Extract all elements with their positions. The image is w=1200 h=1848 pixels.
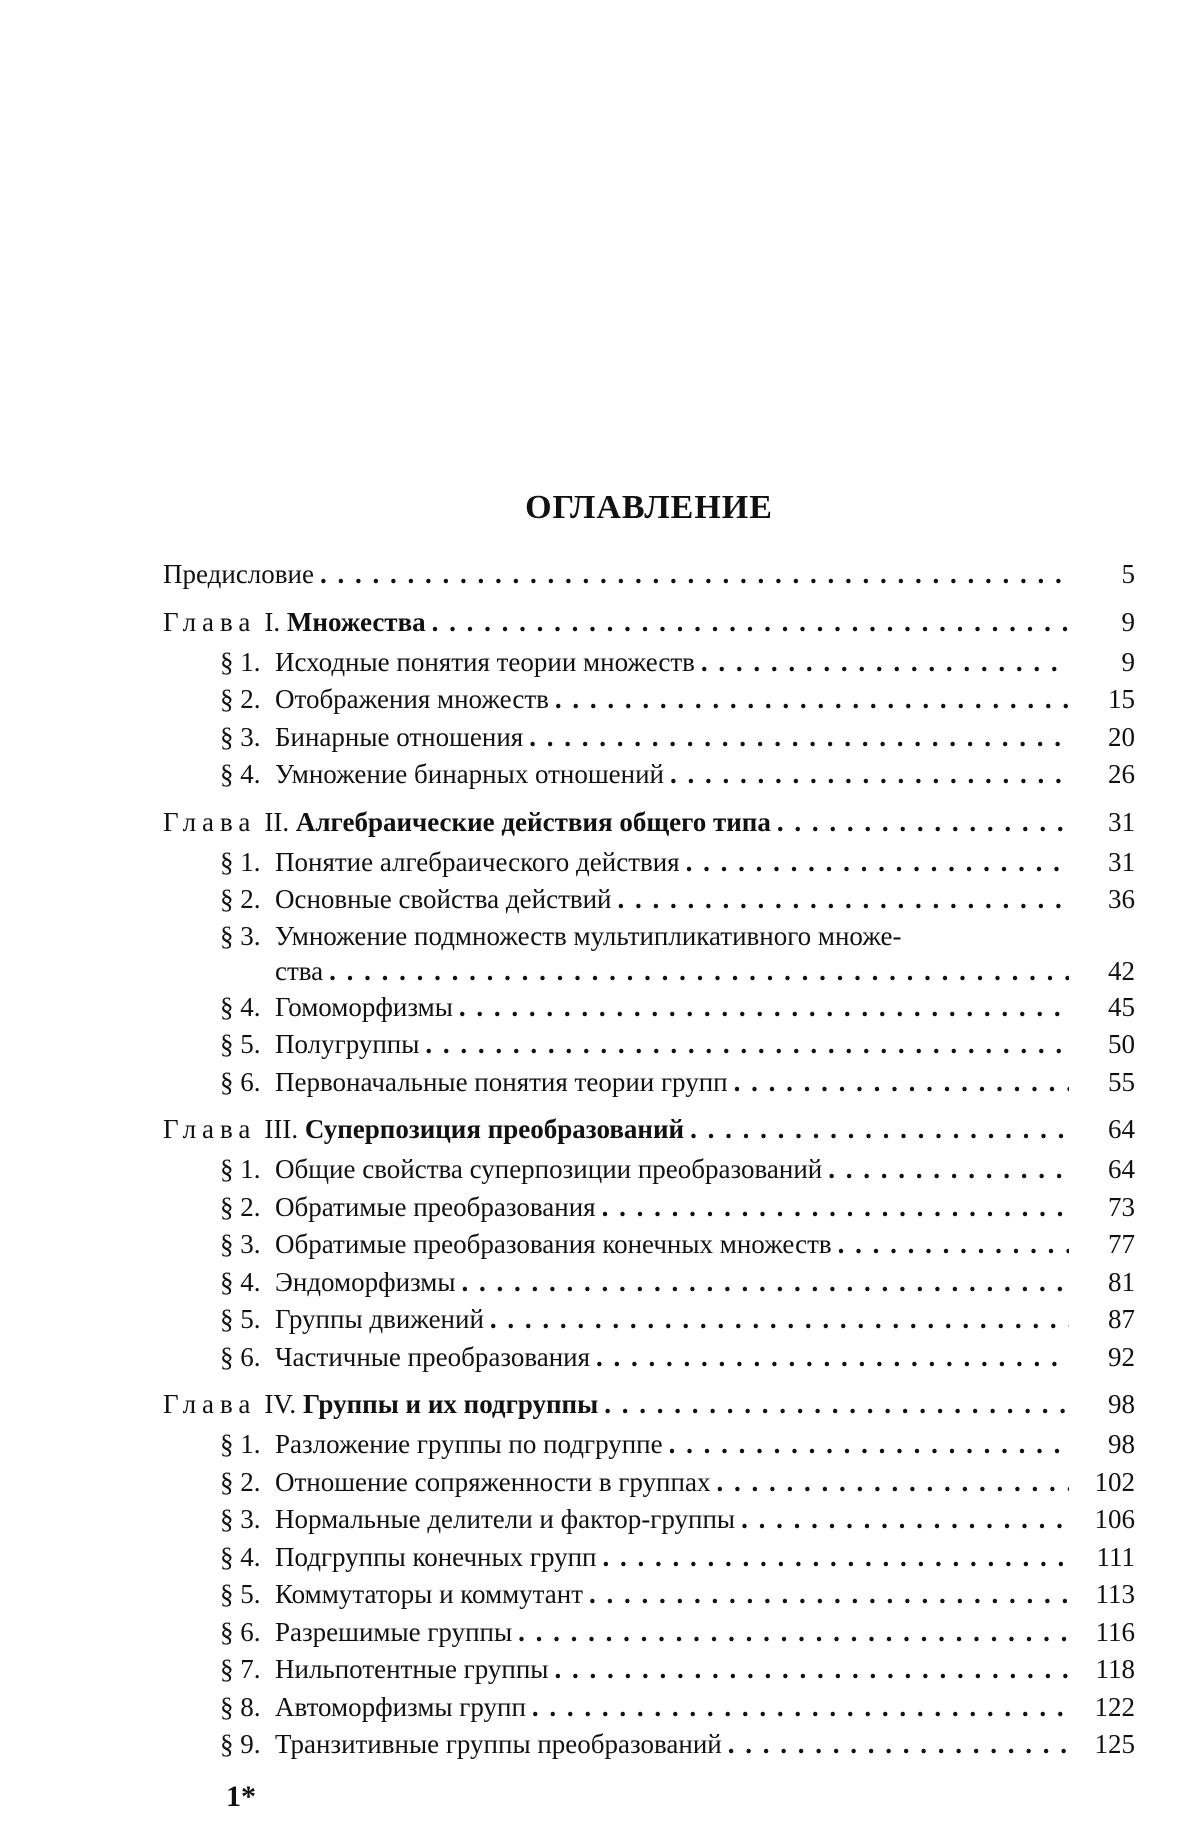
leader-dots — [690, 1107, 1069, 1151]
section-number: § 7. — [220, 1654, 261, 1684]
toc-page-number: 31 — [1108, 846, 1135, 877]
section-title: Транзитивные группы преобразований — [275, 1729, 722, 1759]
section-number: § 2. — [220, 1191, 261, 1222]
chapter-title: Суперпозиция преобразований — [304, 1114, 685, 1144]
table-of-contents — [163, 488, 1135, 1764]
toc-section — [163, 1726, 1135, 1764]
section-title: Нормальные делители и фактор-группы — [275, 1504, 736, 1534]
leader-dots — [596, 1339, 1069, 1377]
section-title: Исходные понятия теории множеств — [275, 646, 695, 677]
leader-dots — [589, 1576, 1069, 1614]
toc-section — [163, 1339, 1135, 1377]
leader-dots — [716, 1464, 1069, 1502]
leader-dots — [529, 719, 1069, 757]
section-number: § 3. — [220, 1504, 261, 1534]
section-number: § 5. — [220, 1304, 261, 1334]
section-number: § 5. — [220, 1029, 261, 1059]
leader-dots — [777, 800, 1069, 844]
toc-section — [163, 1614, 1135, 1652]
section-title: Основные свойства действий — [275, 884, 612, 914]
toc-section — [163, 1501, 1135, 1539]
section-number: § 6. — [220, 1066, 261, 1097]
chapter-title: Алгебраические действия общего типа — [295, 806, 771, 837]
section-title: Отображения множеств — [275, 684, 549, 714]
section-title: Бинарные отношения — [275, 721, 524, 752]
toc-chapter — [163, 600, 1135, 644]
section-number: § 2. — [220, 1466, 261, 1497]
toc-section — [163, 1576, 1135, 1614]
leader-dots — [462, 1264, 1069, 1302]
section-number: § 4. — [220, 1266, 261, 1297]
leader-dots — [490, 1301, 1069, 1339]
leader-dots — [603, 1539, 1069, 1577]
leader-dots — [320, 556, 1069, 594]
leader-dots — [701, 644, 1069, 682]
toc-page-number: 5 — [1121, 559, 1135, 589]
section-title: Первоначальные понятия теории групп — [275, 1066, 728, 1097]
toc-page-number: 92 — [1108, 1341, 1135, 1372]
toc-page-number: 122 — [1094, 1691, 1135, 1722]
chapter-title: Группы и их подгруппы — [302, 1389, 599, 1419]
toc-page-number: 36 — [1108, 884, 1135, 914]
toc-page-number: 102 — [1094, 1466, 1135, 1497]
toc-page-number: 55 — [1108, 1066, 1135, 1097]
section-title-continuation: ства — [275, 955, 324, 986]
section-number: § 2. — [220, 884, 261, 914]
section-title: Эндоморфизмы — [275, 1266, 456, 1297]
chapter-prefix: Глава — [163, 1389, 257, 1419]
leader-dots — [734, 1064, 1069, 1102]
toc-section — [163, 681, 1135, 719]
toc-section — [163, 989, 1135, 1027]
leader-dots — [459, 989, 1069, 1027]
leader-dots — [670, 756, 1069, 794]
section-title: Автоморфизмы групп — [275, 1691, 526, 1722]
toc-page-number: 113 — [1095, 1579, 1135, 1609]
leader-dots — [686, 844, 1069, 882]
section-title: Разложение группы по подгруппе — [275, 1429, 663, 1459]
toc-page-number: 31 — [1108, 806, 1135, 837]
toc-page-number: 9 — [1121, 646, 1135, 677]
toc-page-number: 50 — [1108, 1029, 1135, 1059]
section-number: § 3. — [220, 721, 261, 752]
chapter-number: II. — [264, 806, 290, 837]
toc-page-number: 87 — [1108, 1304, 1135, 1334]
toc-entries — [163, 556, 1135, 1764]
section-number: § 2. — [220, 684, 261, 714]
section-number: § 4. — [220, 1541, 261, 1572]
leader-dots — [741, 1501, 1069, 1539]
toc-page-number: 77 — [1108, 1229, 1135, 1259]
leader-dots — [432, 600, 1069, 644]
toc-page-number: 45 — [1108, 991, 1135, 1022]
toc-page-number: 111 — [1096, 1541, 1135, 1572]
toc-page-number: 125 — [1094, 1729, 1135, 1759]
printer-signature-mark: 1* — [226, 1780, 256, 1813]
leader-dots — [425, 1026, 1069, 1064]
toc-section — [163, 1464, 1135, 1502]
toc-page-number: 116 — [1095, 1616, 1135, 1647]
leader-dots — [518, 1614, 1069, 1652]
section-number: § 8. — [220, 1691, 261, 1722]
toc-page-number: 15 — [1108, 684, 1135, 714]
chapter-number: I. — [264, 606, 281, 637]
section-number: § 1. — [220, 1429, 261, 1459]
section-title: Частичные преобразования — [275, 1341, 591, 1372]
section-title: Обратимые преобразования конечных множеств — [275, 1229, 832, 1259]
toc-section — [163, 1151, 1135, 1189]
section-number: § 3. — [220, 920, 261, 951]
leader-dots — [838, 1226, 1069, 1264]
toc-page-number: 98 — [1108, 1389, 1135, 1419]
toc-section — [163, 1301, 1135, 1339]
toc-page-number: 118 — [1095, 1654, 1135, 1684]
leader-dots — [669, 1426, 1069, 1464]
chapter-number: III. — [264, 1114, 299, 1144]
toc-entry-preface — [163, 556, 1135, 594]
section-number: § 1. — [220, 1154, 261, 1184]
section-title: Понятие алгебраического действия — [275, 846, 680, 877]
section-title: Умножение бинарных отношений — [275, 759, 664, 789]
chapter-number: IV. — [264, 1389, 297, 1419]
toc-section — [163, 881, 1135, 919]
toc-page-number: 106 — [1094, 1504, 1135, 1534]
toc-section — [163, 644, 1135, 682]
section-title: Обратимые преобразования — [275, 1191, 596, 1222]
toc-section — [163, 1539, 1135, 1577]
section-title: Полугруппы — [275, 1029, 420, 1059]
toc-page-number: 64 — [1108, 1114, 1135, 1144]
toc-section — [163, 1689, 1135, 1727]
section-number: § 9. — [220, 1729, 261, 1759]
section-title: Общие свойства суперпозиции преобразований — [275, 1154, 823, 1184]
toc-page-number: 26 — [1108, 759, 1135, 789]
section-title: Нильпотентные группы — [275, 1654, 549, 1684]
leader-dots — [329, 954, 1069, 989]
toc-page-number: 42 — [1108, 955, 1135, 986]
leader-dots — [728, 1726, 1069, 1764]
toc-section — [163, 719, 1135, 757]
toc-chapter — [163, 1382, 1135, 1426]
toc-section — [163, 844, 1135, 882]
toc-page-number: 9 — [1121, 606, 1135, 637]
toc-section — [163, 919, 1135, 989]
toc-page-number: 73 — [1108, 1191, 1135, 1222]
toc-page-number: 20 — [1108, 721, 1135, 752]
section-title: Умножение подмножеств мультипликативного множе- — [275, 920, 902, 951]
section-title: Коммутаторы и коммутант — [275, 1579, 584, 1609]
leader-dots — [604, 1382, 1069, 1426]
section-number: § 6. — [220, 1616, 261, 1647]
chapter-prefix: Глава — [163, 606, 257, 637]
toc-entry-label: Предисловие — [163, 559, 314, 589]
toc-section — [163, 1189, 1135, 1227]
toc-section — [163, 1651, 1135, 1689]
toc-chapter — [163, 800, 1135, 844]
section-number: § 1. — [220, 846, 261, 877]
leader-dots — [554, 1651, 1069, 1689]
leader-dots — [555, 681, 1069, 719]
chapter-prefix: Глава — [163, 1114, 257, 1144]
toc-chapter — [163, 1107, 1135, 1151]
toc-section — [163, 1226, 1135, 1264]
section-title: Подгруппы конечных групп — [275, 1541, 597, 1572]
section-number: § 4. — [220, 991, 261, 1022]
leader-dots — [618, 881, 1069, 919]
toc-page-number: 81 — [1108, 1266, 1135, 1297]
toc-section — [163, 1426, 1135, 1464]
chapter-prefix: Глава — [163, 806, 257, 837]
section-title: Отношение сопряженности в группах — [275, 1466, 711, 1497]
toc-section — [163, 756, 1135, 794]
toc-section — [163, 1026, 1135, 1064]
toc-page-number: 98 — [1108, 1429, 1135, 1459]
toc-page-number: 64 — [1108, 1154, 1135, 1184]
leader-dots — [828, 1151, 1069, 1189]
toc-title: ОГЛАВЛЕНИЕ — [525, 489, 773, 526]
section-title: Разрешимые группы — [275, 1616, 513, 1647]
section-title: Гомоморфизмы — [275, 991, 453, 1022]
section-number: § 4. — [220, 759, 261, 789]
chapter-title: Множества — [286, 606, 426, 637]
toc-section — [163, 1064, 1135, 1102]
section-number: § 3. — [220, 1229, 261, 1259]
section-number: § 1. — [220, 646, 261, 677]
section-number: § 5. — [220, 1579, 261, 1609]
section-number: § 6. — [220, 1341, 261, 1372]
leader-dots — [532, 1689, 1069, 1727]
toc-section — [163, 1264, 1135, 1302]
leader-dots — [602, 1189, 1069, 1227]
section-title: Группы движений — [275, 1304, 484, 1334]
